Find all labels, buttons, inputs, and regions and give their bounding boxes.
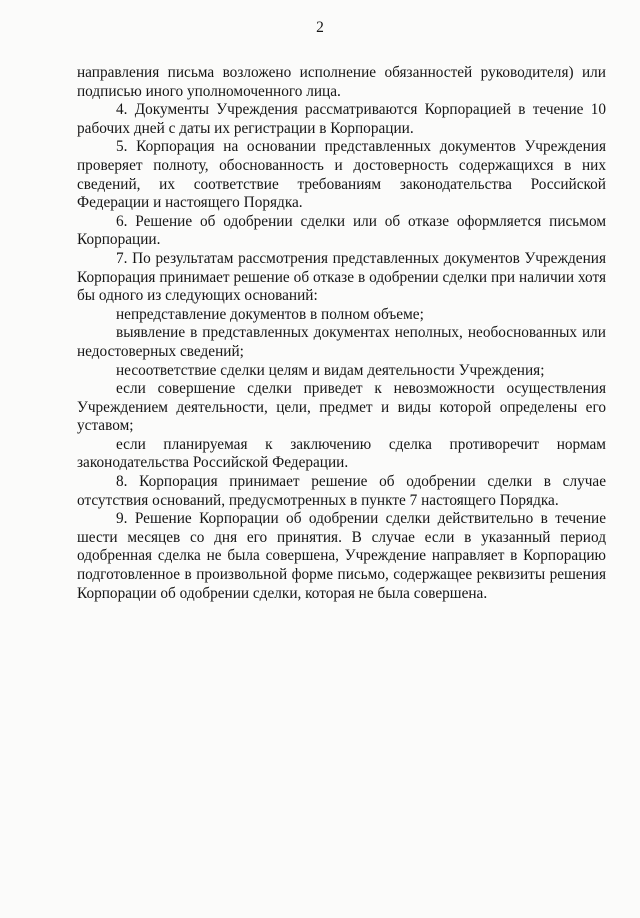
page-number: 2 bbox=[316, 19, 324, 36]
document-body bbox=[77, 64, 606, 603]
paragraph-item-4: 4. Документы Учреждения рассматриваются Корпорацией в течение 10 рабочих дней с даты их регистрации в Корпорации. bbox=[77, 101, 606, 137]
paragraph-item-8: 8. Корпорация принимает решение об одобрении сделки в случае отсутствия оснований, предусмотренных в пункте 7 настоящего Порядка. bbox=[77, 473, 606, 509]
refusal-ground-2: выявление в представленных документах неполных, необоснованных или недостоверных сведений; bbox=[77, 324, 606, 360]
paragraph-item-7: 7. По результатам рассмотрения представленных документов Учреждения Корпорация принимает решение об отказе в одобрении сделки при наличии хотя бы одного из следующих оснований: bbox=[77, 249, 606, 305]
paragraph-continuation: направления письма возложено исполнение обязанностей руководителя) или подписью иного уполномоченного лица. bbox=[77, 64, 606, 100]
refusal-ground-3: несоответствие сделки целям и видам деятельности Учреждения; bbox=[116, 361, 545, 379]
refusal-ground-5: если планируемая к заключению сделка противоречит нормам законодательства Российской Федерации. bbox=[77, 435, 606, 472]
refusal-ground-1: непредставление документов в полном объеме; bbox=[116, 305, 424, 323]
refusal-ground-4: если совершение сделки приведет к невозможности осуществления Учреждением деятельности, цели, предмет и виды которой определены его уставом; bbox=[77, 380, 606, 435]
paragraph-item-6: 6. Решение об одобрении сделки или об отказе оформляется письмом Корпорации. bbox=[77, 212, 606, 249]
paragraph-item-9: 9. Решение Корпорации об одобрении сделки действительно в течение шести месяцев со дня его принятия. В случае если в указанный период одобренная сделка не была совершена, Учреждение направляет в Корпорацию подготовленное в произвольной форме письмо, содержащее реквизиты решения Корпорации об одобрении сделки, которая не была совершена. bbox=[77, 510, 606, 602]
paragraph-item-5: 5. Корпорация на основании представленных документов Учреждения проверяет полноту, обоснованность и достоверность содержащихся в них сведений, их соответствие требованиям законодательства Российской Федерации и настоящего Порядка. bbox=[77, 138, 606, 212]
